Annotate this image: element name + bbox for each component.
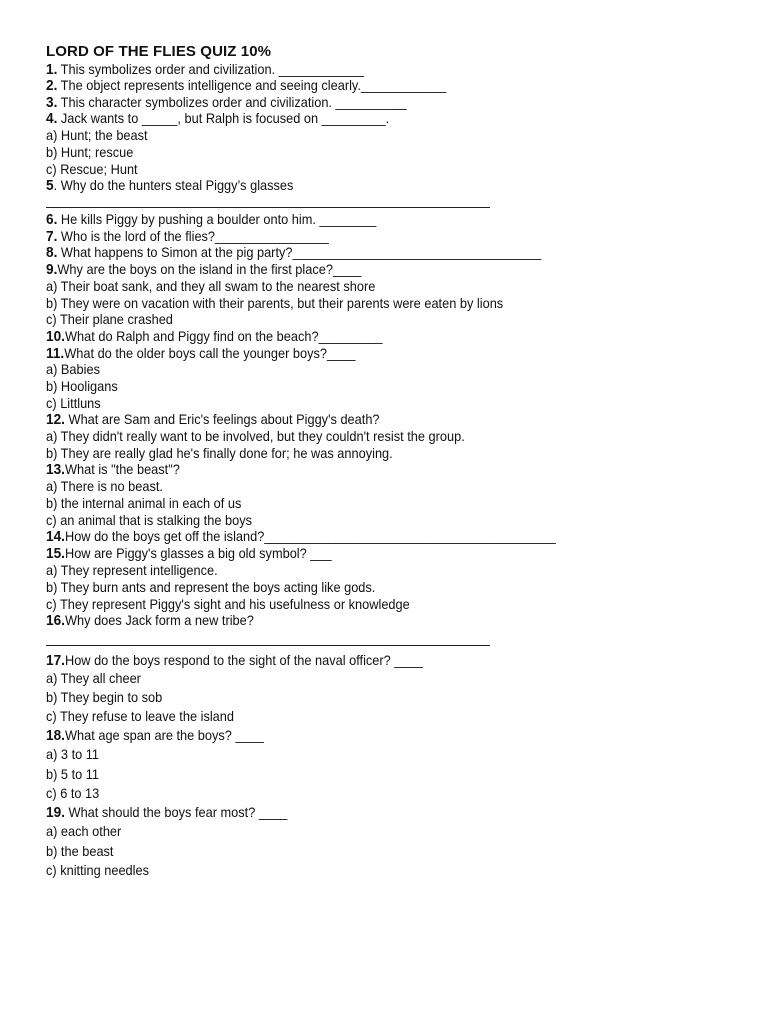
- line-text: c) They refuse to leave the island: [46, 709, 234, 724]
- question-line: [46, 529, 556, 545]
- line-text: c) Their plane crashed: [46, 312, 173, 327]
- question-line: [46, 229, 329, 245]
- line-text: Why does Jack form a new tribe?: [64, 613, 254, 628]
- question-line: [46, 412, 380, 428]
- answer-option: [46, 709, 234, 725]
- question-line: [46, 78, 446, 94]
- line-text: What is "the beast"?: [64, 462, 180, 477]
- answer-option: [46, 786, 99, 802]
- line-text: The object represents intelligence and seeing clearly.____________: [57, 78, 447, 93]
- answer-option: [46, 429, 465, 445]
- line-text: a) There is no beast.: [46, 479, 163, 494]
- answer-option: [46, 379, 118, 395]
- line-text: b) They burn ants and represent the boys acting like gods.: [46, 580, 376, 595]
- question-line: [46, 329, 383, 345]
- line-text: Why are the boys on the island in the first place?____: [57, 262, 362, 277]
- question-number: 15.: [46, 546, 65, 562]
- question-number: 12.: [46, 412, 65, 428]
- question-number: 8.: [46, 245, 58, 261]
- question-number: 18.: [46, 728, 65, 744]
- answer-option: [46, 296, 503, 312]
- answer-option: [46, 145, 133, 161]
- line-text: How are Piggy's glasses a big old symbol? ___: [64, 546, 332, 561]
- answer-option: [46, 747, 99, 763]
- question-number: 4.: [46, 111, 58, 127]
- question-number: 11.: [46, 346, 65, 362]
- line-text: a) They all cheer: [46, 671, 141, 686]
- question-number: 16.: [46, 613, 65, 629]
- question-line: [46, 728, 264, 744]
- line-text: b) 5 to 11: [46, 767, 100, 782]
- answer-option: [46, 671, 141, 687]
- line-text: a) Babies: [46, 362, 100, 377]
- line-text: b) Hunt; rescue: [46, 145, 134, 160]
- answer-option: [46, 690, 162, 706]
- answer-option: [46, 580, 375, 596]
- answer-option: [46, 563, 218, 579]
- question-line: [46, 546, 332, 562]
- line-text: What do the older boys call the younger boys?____: [64, 346, 356, 361]
- line-text: a) Their boat sank, and they all swam to the nearest shore: [46, 279, 376, 294]
- line-text: How do the boys respond to the sight of the naval officer? ____: [64, 653, 423, 668]
- line-text: Who is the lord of the flies?________________: [57, 229, 329, 244]
- answer-option: [46, 162, 138, 178]
- answer-option: [46, 597, 410, 613]
- line-text: c) They represent Piggy's sight and his usefulness or knowledge: [46, 597, 410, 612]
- answer-option: [46, 824, 121, 840]
- line-text: Jack wants to _____, but Ralph is focused on _________.: [57, 111, 390, 126]
- answer-option: [46, 446, 393, 462]
- question-number: 13.: [46, 462, 65, 478]
- line-text: c) an animal that is stalking the boys: [46, 513, 252, 528]
- question-line: [46, 212, 376, 228]
- line-text: a) They represent intelligence.: [46, 563, 218, 578]
- line-text: He kills Piggy by pushing a boulder onto him. ________: [57, 212, 377, 227]
- answer-option: [46, 844, 113, 860]
- line-text: a) each other: [46, 824, 122, 839]
- line-text: c) 6 to 13: [46, 786, 100, 801]
- line-text: b) Hooligans: [46, 379, 118, 394]
- question-line: [46, 613, 254, 629]
- quiz-title: LORD OF THE FLIES QUIZ 10%: [46, 43, 272, 60]
- line-text: What are Sam and Eric's feelings about Piggy's death?: [64, 412, 380, 427]
- answer-rule-q5: [46, 207, 490, 208]
- question-line: [46, 805, 287, 821]
- answer-option: [46, 496, 241, 512]
- question-number: 14.: [46, 529, 65, 545]
- question-line: [46, 178, 293, 194]
- line-text: How do the boys get off the island?_________________________________________: [64, 529, 556, 544]
- line-text: a) Hunt; the beast: [46, 128, 148, 143]
- answer-option: [46, 479, 163, 495]
- question-line: [46, 62, 364, 78]
- line-text: . Why do the hunters steal Piggy’s glasses: [53, 178, 294, 193]
- answer-option: [46, 767, 99, 783]
- answer-option: [46, 396, 101, 412]
- line-text: b) the beast: [46, 844, 114, 859]
- question-line: [46, 245, 541, 261]
- line-text: b) They begin to sob: [46, 690, 163, 705]
- question-line: [46, 95, 407, 111]
- line-text: What should the boys fear most? ____: [64, 805, 288, 820]
- line-text: b) the internal animal in each of us: [46, 496, 242, 511]
- line-text: What age span are the boys? ____: [64, 728, 264, 743]
- question-number: 1.: [46, 62, 58, 78]
- answer-option: [46, 312, 173, 328]
- line-text: a) 3 to 11: [46, 747, 100, 762]
- line-text: c) Rescue; Hunt: [46, 162, 138, 177]
- line-text: What do Ralph and Piggy find on the beach?_________: [64, 329, 383, 344]
- question-line: [46, 346, 355, 362]
- question-number: 3.: [46, 95, 58, 111]
- question-line: [46, 462, 180, 478]
- line-text: b) They are really glad he's finally done for; he was annoying.: [46, 446, 393, 461]
- line-text: c) Littluns: [46, 396, 101, 411]
- question-line: [46, 111, 389, 127]
- line-text: c) knitting needles: [46, 863, 150, 878]
- answer-option: [46, 362, 100, 378]
- line-text: This symbolizes order and civilization. ____________: [57, 62, 364, 77]
- question-number: 10.: [46, 329, 65, 345]
- question-number: 17.: [46, 653, 65, 669]
- answer-option: [46, 863, 149, 879]
- question-number: 7.: [46, 229, 58, 245]
- question-line: [46, 653, 423, 669]
- question-number: 2.: [46, 78, 58, 94]
- line-text: This character symbolizes order and civilization. __________: [57, 95, 407, 110]
- answer-option: [46, 128, 148, 144]
- line-text: b) They were on vacation with their parents, but their parents were eaten by lions: [46, 296, 504, 311]
- question-line: [46, 262, 361, 278]
- question-number: 19.: [46, 805, 65, 821]
- question-number: 5: [46, 178, 54, 194]
- answer-option: [46, 279, 375, 295]
- question-number: 9.: [46, 262, 58, 278]
- question-number: 6.: [46, 212, 58, 228]
- answer-rule-q16: [46, 645, 490, 646]
- line-text: What happens to Simon at the pig party?___________________________________: [57, 245, 542, 260]
- line-text: a) They didn't really want to be involved, but they couldn't resist the group.: [46, 429, 465, 444]
- answer-option: [46, 513, 252, 529]
